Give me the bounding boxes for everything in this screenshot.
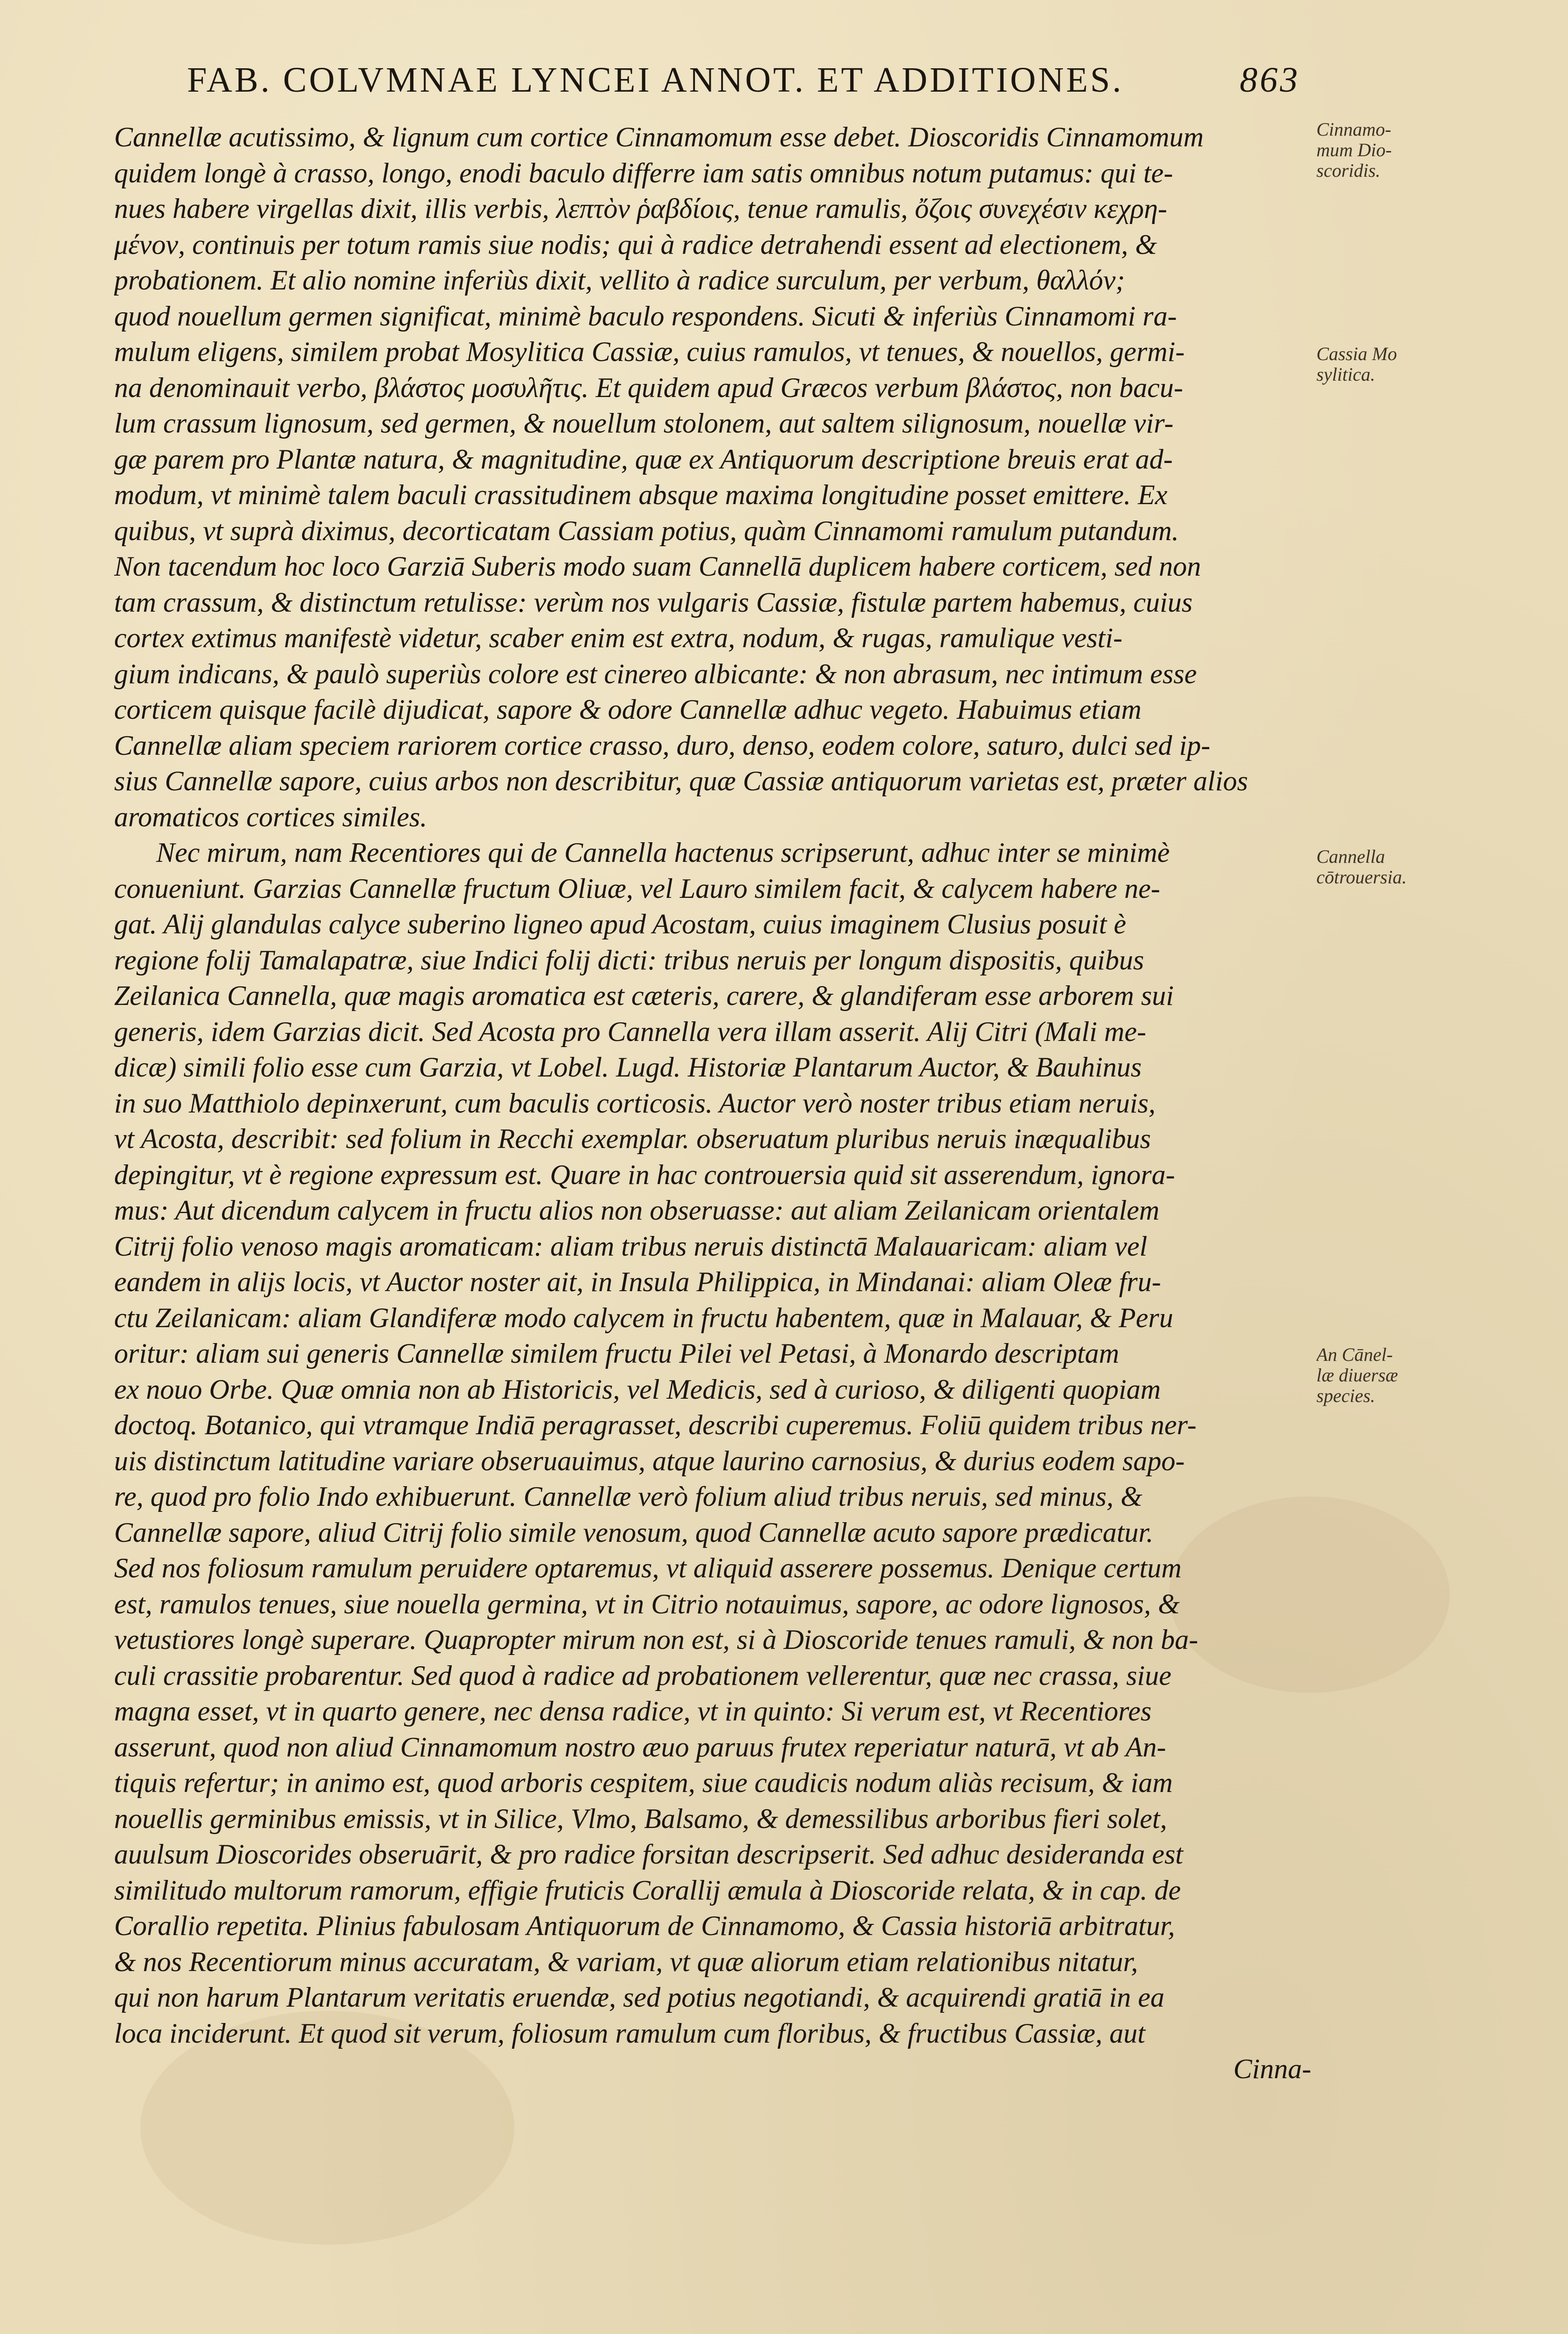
text-line: gium indicans, & paulò superiùs colore est cinereo albicante: & non abrasum, nec intimum esse bbox=[114, 658, 1197, 689]
text-line: regione folij Tamalapatræ, siue Indici folij dicti: tribus neruis per longum dispositis, quibus bbox=[114, 944, 1144, 976]
text-line: oritur: aliam sui generis Cannellæ similem fructu Pilei vel Petasi, à Monardo descriptam bbox=[114, 1338, 1120, 1369]
margin-note-line: mum Dio- bbox=[1316, 140, 1392, 160]
text-line: vetustiores longè superare. Quapropter mirum non est, si à Dioscoride tenues ramuli, & non ba- bbox=[114, 1624, 1199, 1655]
text-line: in suo Matthiolo depinxerunt, cum baculis corticosis. Auctor verò noster tribus etiam neruis, bbox=[114, 1087, 1156, 1119]
text-line: doctoq. Botanico, qui vtramque Indiā peragrasset, describi cuperemus. Foliū quidem tribus ner- bbox=[114, 1409, 1197, 1440]
text-line: lum crassum lignosum, sed germen, & nouellum stolonem, aut saltem silignosum, nouellæ vir- bbox=[114, 408, 1174, 439]
margin-note-line: species. bbox=[1316, 1386, 1375, 1406]
text-line: asserunt, quod non aliud Cinnamomum nostro æuo paruus frutex reperiatur naturā, vt ab An- bbox=[114, 1731, 1166, 1763]
margin-note-line: scoridis. bbox=[1316, 160, 1380, 181]
text-line: Corallio repetita. Plinius fabulosam Antiquorum de Cinnamomo, & Cassia historiā arbitratur, bbox=[114, 1910, 1175, 1941]
margin-note-line: sylitica. bbox=[1316, 364, 1375, 385]
text-line: Cannellæ acutissimo, & lignum cum cortice Cinnamomum esse debet. Dioscoridis Cinnamomum bbox=[114, 122, 1204, 152]
page-number: 863 bbox=[1240, 60, 1300, 100]
text-line: quidem longè à crasso, longo, enodi baculo differre iam satis omnibus notum putamus: qui te- bbox=[114, 157, 1173, 188]
text-line: gæ parem pro Plantæ natura, & magnitudine, quæ ex Antiquorum descriptione breuis erat ad- bbox=[114, 443, 1173, 475]
text-line: Nec mirum, nam Recentiores qui de Cannella hactenus scripserunt, adhuc inter se minimè bbox=[156, 837, 1170, 868]
text-line: depingitur, vt è regione expressum est. Quare in hac controuersia quid sit asserendum, ignora- bbox=[114, 1159, 1175, 1190]
text-line: corticem quisque facilè dijudicat, sapore & odore Cannellæ adhuc vegeto. Habuimus etiam bbox=[114, 694, 1142, 725]
text-line: Non tacendum hoc loco Garziā Suberis modo suam Cannellā duplicem habere corticem, sed non bbox=[114, 551, 1201, 582]
margin-note-line: Cinnamo- bbox=[1316, 119, 1391, 140]
text-line: probationem. Et alio nomine inferiùs dixit, vellito à radice surculum, per verbum, θαλλόν; bbox=[114, 265, 1125, 296]
catchword: Cinna- bbox=[1233, 2053, 1311, 2084]
text-line: uis distinctum latitudine variare obseruauimus, atque laurino carnosius, & durius eodem sapo- bbox=[114, 1445, 1185, 1476]
text-line: nues habere virgellas dixit, illis verbis, λεπτὸν ῥαβδίοις, tenue ramulis, ὄζοις συνεχέσιν κεχρη- bbox=[114, 193, 1167, 224]
text-line: quibus, vt suprà diximus, decorticatam Cassiam potius, quàm Cinnamomi ramulum putandum. bbox=[114, 515, 1179, 546]
running-header bbox=[187, 55, 1300, 107]
text-line: Cannellæ sapore, aliud Citrij folio simile venosum, quod Cannellæ acuto sapore prædicatur. bbox=[114, 1517, 1154, 1548]
text-line: culi crassitie probarentur. Sed quod à radice ad probationem vellerentur, quæ nec crassa, siue bbox=[114, 1660, 1171, 1691]
text-line: Citrij folio venoso magis aromaticam: aliam tribus neruis distinctā Malauaricam: aliam vel bbox=[114, 1230, 1148, 1262]
text-line: est, ramulos tenues, siue nouella germina, vt in Citrio notauimus, sapore, ac odore lignosos, & bbox=[114, 1588, 1180, 1619]
text-line: auulsum Dioscorides obseruārit, & pro radice forsitan descripserit. Sed adhuc desideranda est bbox=[114, 1839, 1183, 1870]
margin-note bbox=[1316, 344, 1447, 385]
text-line: dicæ) simili folio esse cum Garzia, vt Lobel. Lugd. Historiæ Plantarum Auctor, & Bauhinus bbox=[114, 1052, 1142, 1083]
margin-note-line: Cannella bbox=[1316, 846, 1385, 867]
margin-note-line: læ diuersæ bbox=[1316, 1365, 1398, 1386]
text-line: na denominauit verbo, βλάστος μοσυλῆτις. Et quidem apud Græcos verbum βλάστος, non bacu- bbox=[114, 372, 1183, 403]
text-line: ex nouo Orbe. Quæ omnia non ab Historicis, vel Medicis, sed à curioso, & diligenti quopiam bbox=[114, 1373, 1161, 1405]
text-line: gat. Alij glandulas calyce suberino ligneo apud Acostam, cuius imaginem Clusius posuit è bbox=[114, 909, 1127, 939]
text-line: tam crassum, & distinctum retulisse: verùm nos vulgaris Cassiæ, fistulæ partem habemus, cuius bbox=[114, 586, 1193, 618]
text-line: nouellis germinibus emissis, vt in Silice, Vlmo, Balsamo, & demessilibus arboribus fieri solet, bbox=[114, 1803, 1167, 1834]
margin-note-line: cōtrouersia. bbox=[1316, 867, 1407, 888]
text-line: ctu Zeilanicam: aliam Glandiferæ modo calycem in fructu habentem, quæ in Malauar, & Peru bbox=[114, 1302, 1173, 1333]
text-line: qui non harum Plantarum veritatis eruendæ, sed potius negotiandi, & acquirendi gratiā in ea bbox=[114, 1982, 1164, 2013]
margin-note-line: Cassia Mo bbox=[1316, 344, 1397, 364]
text-line: modum, vt minimè talem baculi crassitudinem absque maxima longitudine posset emittere. Ex bbox=[114, 479, 1168, 510]
text-line: Sed nos foliosum ramulum peruidere optaremus, vt aliquid asserere possemus. Denique certum bbox=[114, 1553, 1182, 1583]
body-text bbox=[114, 119, 1311, 2087]
text-line: mulum eligens, similem probat Mosylitica Cassiæ, cuius ramulos, vt tenues, & nouellos, germi- bbox=[114, 336, 1185, 367]
text-line: re, quod pro folio Indo exhibuerunt. Cannellæ verò folium aliud tribus neruis, sed minus, & bbox=[114, 1481, 1142, 1512]
text-line: & nos Recentiorum minus accuratam, & variam, vt quæ aliorum etiam relationibus nitatur, bbox=[114, 1946, 1138, 1977]
text-line: Cannellæ aliam speciem rariorem cortice crasso, duro, denso, eodem colore, saturo, dulci sed ip- bbox=[114, 730, 1211, 761]
margin-note bbox=[1316, 119, 1447, 181]
text-line: mus: Aut dicendum calycem in fructu alios non obseruasse: aut aliam Zeilanicam orientalem bbox=[114, 1195, 1160, 1226]
text-line: sius Cannellæ sapore, cuius arbos non describitur, quæ Cassiæ antiquorum varietas est, præter alios bbox=[114, 766, 1248, 796]
text-line: magna esset, vt in quarto genere, nec densa radice, vt in quinto: Si verum est, vt Recentiores bbox=[114, 1696, 1152, 1727]
text-line: generis, idem Garzias dicit. Sed Acosta pro Cannella vera illam asserit. Alij Citri (Mali me- bbox=[114, 1016, 1147, 1047]
margin-note-line: An Cānel- bbox=[1316, 1344, 1393, 1365]
text-line: loca inciderunt. Et quod sit verum, foliosum ramulum cum floribus, & fructibus Cassiæ, aut bbox=[114, 2017, 1145, 2049]
margin-note bbox=[1316, 846, 1447, 888]
running-title: FAB. COLVMNAE LYNCEI ANNOT. ET ADDITIONES. bbox=[187, 60, 1124, 100]
text-line: μένον, continuis per totum ramis siue nodis; qui à radice detrahendi essent ad electionem, & bbox=[114, 229, 1157, 260]
text-line: vt Acosta, describit: sed folium in Recchi exemplar. obseruatum pluribus neruis inæqualibus bbox=[114, 1123, 1151, 1154]
margin-note bbox=[1316, 1344, 1447, 1406]
text-line: quod nouellum germen significat, minimè baculo respondens. Sicuti & inferiùs Cinnamomi ra- bbox=[114, 300, 1177, 332]
text-line: Zeilanica Cannella, quæ magis aromatica est cæteris, carere, & glandiferam esse arborem sui bbox=[114, 980, 1174, 1011]
text-line: similitudo multorum ramorum, effigie fruticis Corallij æmula à Dioscoride relata, & in cap. de bbox=[114, 1874, 1181, 1906]
text-line: tiquis refertur; in animo est, quod arboris cespitem, siue caudicis nodum aliàs recisum, & iam bbox=[114, 1767, 1173, 1798]
text-line: eandem in alijs locis, vt Auctor noster ait, in Insula Philippica, in Mindanai: aliam Oleæ fru- bbox=[114, 1266, 1161, 1297]
text-line: aromaticos cortices similes. bbox=[114, 801, 427, 832]
text-line: conueniunt. Garzias Cannellæ fructum Oliuæ, vel Lauro similem facit, & calycem habere ne- bbox=[114, 873, 1160, 904]
text-line: cortex extimus manifestè videtur, scaber enim est extra, nodum, & rugas, ramulique vesti- bbox=[114, 622, 1123, 653]
